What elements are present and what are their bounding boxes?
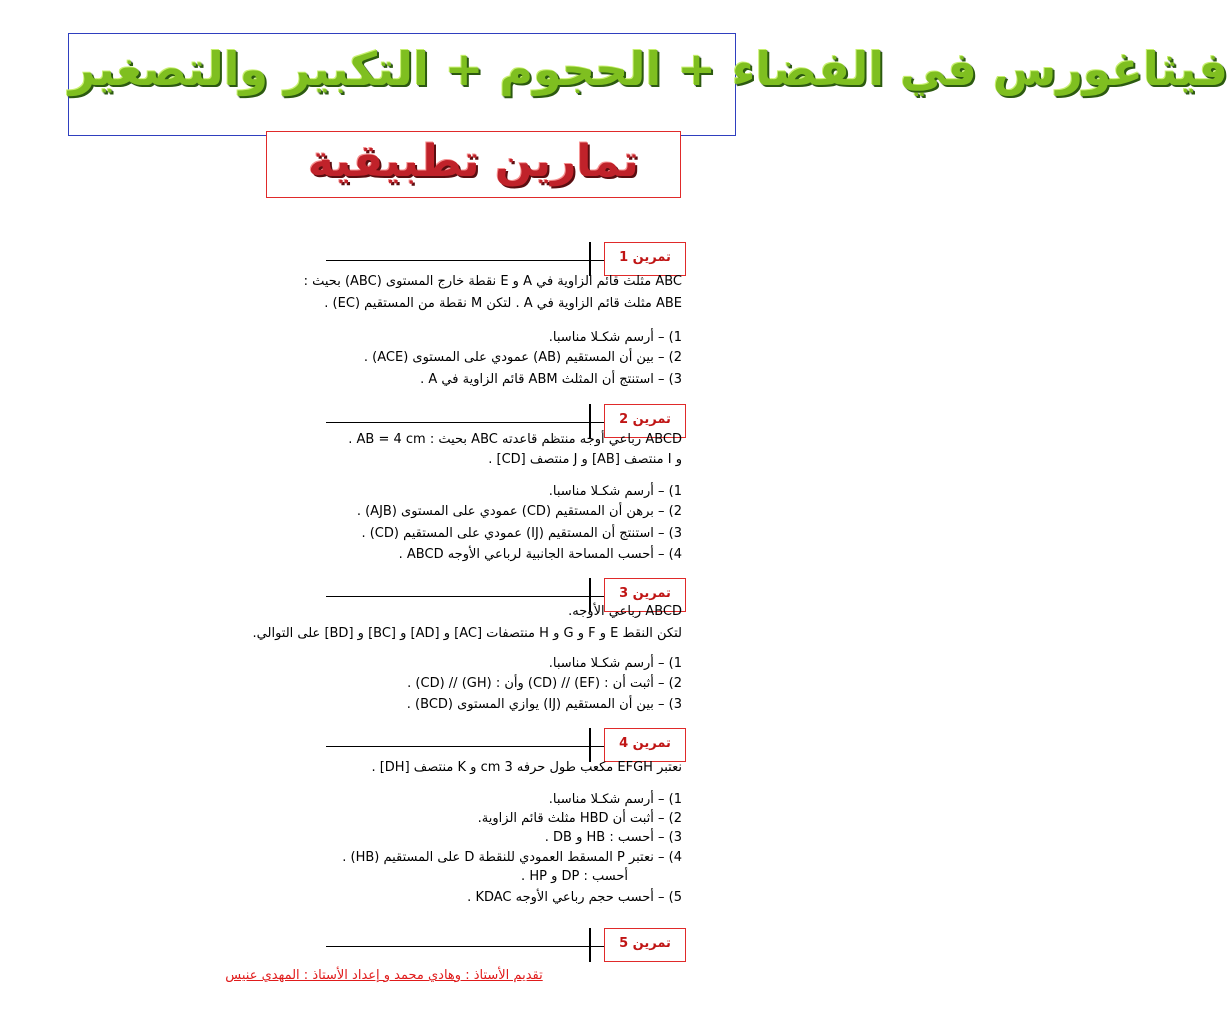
exercise-4-line-5: 4) – نعتبر P المسقط العمودي للنقطة D على المستقيم (HB) . [342,850,682,865]
exercise-3-line-5: 3) – بين أن المستقيم (IJ) يوازي المستوى (BCD) . [406,697,682,712]
exercise-3-line-4: 2) – أثبت أن : (EF) // (CD) وأن : (GH) // (CD) . [407,676,682,691]
exercise-2-line-5: 3) – استنتج أن المستقيم (IJ) عمودي على المستقيم (CD) . [361,526,682,541]
exercise-2-line-2: و I منتصف [AB] و J منتصف [CD] . [488,452,682,467]
exercise-2-line-6: 4) – أحسب المساحة الجانبية لرباعي الأوجه ABCD . [398,547,682,562]
author-credit: تقديم الأستاذ : وهادي محمد و إعداد الأستاذ : المهدي عنيس [225,968,543,983]
exercise-4-line-1: نعتبر EFGH مكعب طول حرفه 3 cm و K منتصف [DH] . [371,760,682,775]
exercise-4-line-4: 3) – أحسب : HB و DB . [544,830,682,845]
exercise-4-line-6: أحسب : DP و HP . [521,869,628,884]
exercise-3-line-3: 1) – أرسم شكـلا مناسبا. [548,656,682,671]
exercise-1-line-4: 2) – بين أن المستقيم (AB) عمودي على المستوى (ACE) . [363,350,682,365]
title-banner [68,33,1228,136]
exercise-3-line-2: لتكن النقط E و F و G و H منتصفات [AC] و [AD] و [BC] و [BD] على التوالي. [252,626,682,641]
exercise-4-line-3: 2) – أثبت أن HBD مثلث قائم الزاوية. [477,811,682,826]
exercise-1-line-1: ABC مثلث قائم الزاوية في A و E نقطة خارج المستوى (ABC) بحيث : [303,274,682,289]
exercise-5-label: تمرين 5 [604,928,686,962]
exercise-1-header [326,248,686,276]
exercise-3-label: تمرين 3 [604,578,686,612]
exercise-4-line-2: 1) – أرسم شكـلا مناسبا. [548,792,682,807]
exercise-1-label: تمرين 1 [604,242,686,276]
exercise-2-line-1: ABCD رباعي أوجه منتظم قاعدته ABC بحيث : AB = 4 cm . [348,432,682,447]
subtitle-banner [266,131,681,198]
exercise-1-line-2: ABE مثلث قائم الزاوية في A . لتكن M نقطة من المستقيم (EC) . [324,296,682,311]
exercise-4-label: تمرين 4 [604,728,686,762]
exercise-1-line-5: 3) – استنتج أن المثلث ABM قائم الزاوية في A . [420,372,682,387]
exercise-1-line-3: 1) – أرسم شكـلا مناسبا. [548,330,682,345]
page-subtitle: تمارين تطبيقية [308,136,639,187]
exercise-4-line-7: 5) – أحسب حجم رباعي الأوجه KDAC . [467,890,682,905]
page-title: فيثاغورس في الفضاء + الحجوم + التكبير والتصغير [69,42,1228,96]
exercise-2-label: تمرين 2 [604,404,686,438]
exercise-2-line-3: 1) – أرسم شكـلا مناسبا. [548,484,682,499]
exercise-5-header [326,934,686,962]
exercise-3-line-1: ABCD رباعي الأوجه. [568,604,682,619]
exercise-2-line-4: 2) – برهن أن المستقيم (CD) عمودي على المستوى (AJB) . [356,504,682,519]
exercise-4-header [326,734,686,762]
